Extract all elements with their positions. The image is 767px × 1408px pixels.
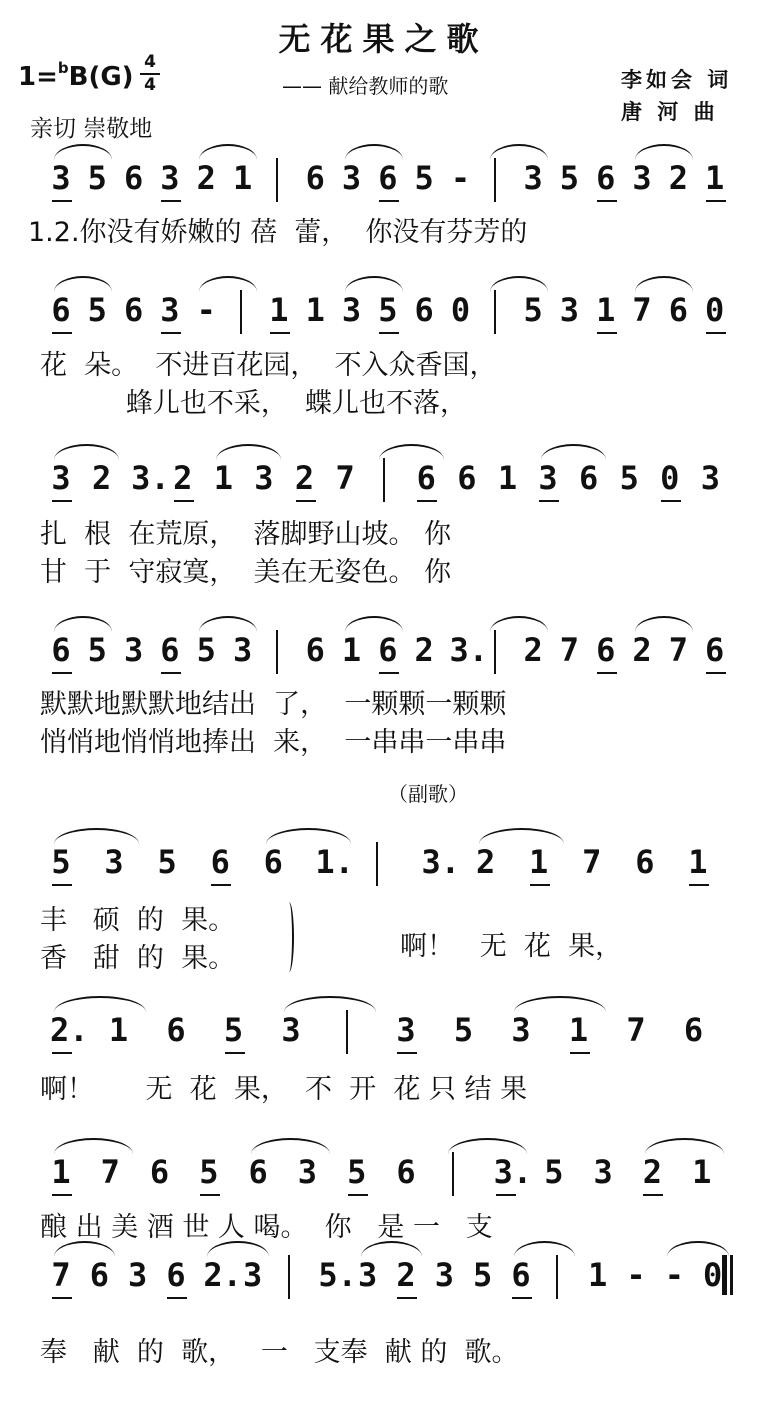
note: 2 xyxy=(196,159,216,197)
duration-underline xyxy=(52,200,72,202)
key-note: B(G) xyxy=(68,62,134,92)
note: 2 xyxy=(668,159,688,197)
note: 6 xyxy=(248,1153,268,1191)
duration-underline xyxy=(379,332,399,334)
slur xyxy=(635,144,693,160)
final-barline xyxy=(722,1255,727,1295)
note: 3 xyxy=(51,459,71,497)
note: 1 xyxy=(688,843,708,881)
barline xyxy=(556,1255,558,1299)
note: 6 xyxy=(596,631,616,669)
note: 7 xyxy=(626,1011,646,1049)
note: 2 xyxy=(173,459,193,497)
note: 2. xyxy=(50,1011,89,1049)
note: 3 xyxy=(593,1153,613,1191)
slur xyxy=(216,444,281,460)
duration-underline xyxy=(296,500,316,502)
note: 3 xyxy=(511,1011,531,1049)
duration-underline xyxy=(661,500,681,502)
barline xyxy=(494,290,496,334)
slur xyxy=(361,1241,422,1257)
notation-row xyxy=(40,158,750,202)
note: 1 xyxy=(568,1011,589,1049)
note: 3 xyxy=(632,159,652,197)
note: 7 xyxy=(632,291,652,329)
note: 6 xyxy=(396,1153,416,1191)
note: 5 xyxy=(378,291,398,329)
note: 5 xyxy=(223,1011,244,1049)
note: 5 xyxy=(51,843,71,881)
note: 2. xyxy=(203,1256,242,1294)
note: 6 xyxy=(123,159,144,197)
note: 6 xyxy=(166,1011,186,1049)
duration-underline xyxy=(225,1052,245,1054)
note: 3. xyxy=(131,459,170,497)
slur xyxy=(448,1138,527,1154)
note: 3 xyxy=(358,1256,378,1294)
note: 6 xyxy=(683,1011,704,1049)
note: 1 xyxy=(305,291,325,329)
note: 6 xyxy=(378,631,398,669)
note: 5 xyxy=(473,1256,493,1294)
slur xyxy=(345,276,403,292)
lyric-line: 甘 于 守寂寞， 美在无姿色。 你 xyxy=(40,557,452,588)
duration-underline xyxy=(52,332,72,334)
note: 6 xyxy=(149,1153,170,1191)
flat-sign: b xyxy=(57,59,69,77)
lyric-line: 悄悄地悄悄地捧出 来， 一串串一串串 xyxy=(40,727,507,758)
note: 3 xyxy=(104,843,124,881)
note: 5 xyxy=(157,843,177,881)
key-prefix: 1= xyxy=(18,62,58,92)
note: 5. xyxy=(318,1256,357,1294)
note: 7 xyxy=(335,459,355,497)
slur xyxy=(54,276,112,292)
note: 7 xyxy=(51,1256,71,1294)
duration-underline xyxy=(174,500,194,502)
slur xyxy=(541,444,606,460)
duration-underline xyxy=(161,672,181,674)
slur xyxy=(645,1138,724,1154)
lyric-line: 啊！ 无 花 果， 不 开 花 只 结 果 xyxy=(40,1074,528,1105)
slur xyxy=(54,996,146,1012)
note: 6 xyxy=(89,1256,109,1294)
duration-underline xyxy=(597,332,617,334)
note: 2 xyxy=(396,1256,416,1294)
note: 6 xyxy=(123,291,144,329)
duration-underline xyxy=(211,884,231,886)
slur xyxy=(345,616,403,632)
notation-row xyxy=(40,1010,750,1054)
note: 6 xyxy=(511,1256,531,1294)
lyric-line: 默默地默默地结出 了， 一颗颗一颗颗 xyxy=(40,689,507,720)
note: 6 xyxy=(635,843,655,881)
duration-underline xyxy=(52,1194,72,1196)
barline xyxy=(383,458,385,502)
note: 1 xyxy=(497,459,518,497)
note: 6 xyxy=(166,1256,186,1294)
subtitle: —— 献给教师的歌 xyxy=(282,74,449,98)
note: 7 xyxy=(100,1153,120,1191)
duration-underline xyxy=(417,500,437,502)
lyric-line: 蜂儿也不采， 蝶儿也不落， xyxy=(40,388,467,419)
slur xyxy=(54,1241,115,1257)
note: 1 xyxy=(705,159,725,197)
note: 3 xyxy=(281,1011,301,1049)
note: 3 xyxy=(128,1256,148,1294)
final-barline-thin xyxy=(730,1255,733,1295)
slur xyxy=(266,828,351,844)
note: 6 xyxy=(416,459,436,497)
duration-underline xyxy=(52,500,72,502)
duration-underline xyxy=(167,1297,187,1299)
slur xyxy=(345,144,403,160)
chorus-label: （副歌） xyxy=(388,782,468,806)
note: - xyxy=(450,159,471,197)
barline xyxy=(494,630,496,674)
duration-underline xyxy=(512,1297,532,1299)
note: 1 xyxy=(588,1256,608,1294)
note: 5 xyxy=(87,631,107,669)
note: 2 xyxy=(523,631,543,669)
duration-underline xyxy=(530,884,550,886)
note: 3 xyxy=(523,159,543,197)
note: 1 xyxy=(213,459,233,497)
note: 5 xyxy=(544,1153,564,1191)
duration-underline xyxy=(348,1194,368,1196)
note: 0 xyxy=(450,291,471,329)
note: 3 xyxy=(243,1256,263,1294)
note: 2 xyxy=(294,459,315,497)
note: 1. xyxy=(315,843,354,881)
duration-underline xyxy=(200,1194,220,1196)
slur xyxy=(490,276,548,292)
notation-row xyxy=(40,842,750,886)
note: 2 xyxy=(414,631,434,669)
note: 6 xyxy=(210,843,230,881)
note: 1 xyxy=(51,1153,71,1191)
duration-underline xyxy=(597,672,617,674)
note: 2 xyxy=(632,631,652,669)
note: 3 xyxy=(160,159,180,197)
slur xyxy=(54,444,119,460)
note: - xyxy=(664,1256,684,1294)
slur xyxy=(54,1138,133,1154)
note: - xyxy=(196,291,216,329)
notation-row xyxy=(40,458,750,502)
note: 1 xyxy=(692,1153,712,1191)
time-signature xyxy=(140,54,160,94)
lyricist-credit: 李如会 词 xyxy=(621,67,733,92)
slur xyxy=(54,828,139,844)
note: 6 xyxy=(305,631,325,669)
barline xyxy=(452,1152,454,1196)
slur xyxy=(635,616,693,632)
note: 1 xyxy=(269,291,289,329)
note: 6 xyxy=(414,291,434,329)
note: 7 xyxy=(668,631,688,669)
note: 3. xyxy=(421,843,461,881)
note: 2 xyxy=(642,1153,663,1191)
barline xyxy=(346,1010,348,1054)
note: 1 xyxy=(529,843,549,881)
note: 7 xyxy=(582,843,602,881)
note: 2 xyxy=(475,843,496,881)
duration-underline xyxy=(397,1052,417,1054)
duration-underline xyxy=(706,332,726,334)
key-signature xyxy=(18,59,134,92)
note: 3 xyxy=(341,159,362,197)
note: 3. xyxy=(493,1153,533,1191)
barline xyxy=(276,158,278,202)
lyric-line: 啊！ 无 花 果， xyxy=(400,931,623,962)
note: 6 xyxy=(579,459,599,497)
note: 1 xyxy=(341,631,362,669)
duration-underline xyxy=(597,200,617,202)
note: 5 xyxy=(619,459,639,497)
note: 6 xyxy=(160,631,180,669)
note: 3 xyxy=(434,1256,454,1294)
duration-underline xyxy=(379,200,399,202)
note: 3 xyxy=(160,291,180,329)
note: 3 xyxy=(254,459,274,497)
note: 0 xyxy=(660,459,680,497)
note: 7 xyxy=(559,631,580,669)
duration-underline xyxy=(496,1194,516,1196)
lyric-line: 扎 根 在荒原， 落脚野山坡。 你 xyxy=(40,519,452,550)
note: 3 xyxy=(123,631,144,669)
note: 6 xyxy=(705,631,725,669)
song-title: 无花果之歌 xyxy=(278,20,489,58)
notation-row xyxy=(40,630,750,674)
duration-underline xyxy=(52,1052,72,1054)
note: 3 xyxy=(341,291,362,329)
slur xyxy=(284,996,376,1012)
notation-row xyxy=(40,1152,750,1196)
duration-underline xyxy=(52,884,72,886)
note: 0 xyxy=(705,291,725,329)
duration-underline xyxy=(379,672,399,674)
slur xyxy=(514,996,606,1012)
barline xyxy=(288,1255,290,1299)
note: 3. xyxy=(449,631,488,669)
note: 5 xyxy=(523,291,543,329)
slur xyxy=(514,1241,575,1257)
lyric-brace xyxy=(284,902,294,972)
note: 0 xyxy=(703,1256,723,1294)
slur xyxy=(251,1138,330,1154)
note: 6 xyxy=(263,843,283,881)
notation-row xyxy=(40,290,750,334)
barline xyxy=(240,290,242,334)
composer-credit: 唐 河 曲 xyxy=(621,99,719,124)
note: 6 xyxy=(51,291,71,329)
barline xyxy=(376,842,378,886)
note: 5 xyxy=(87,291,107,329)
barline xyxy=(494,158,496,202)
lyric-line: 奉 献 的 歌， 一 支奉 献 的 歌。 xyxy=(40,1337,519,1368)
lyric-line: 酿 出 美 酒 世 人 喝。 你 是 一 支 xyxy=(40,1212,493,1243)
duration-underline xyxy=(706,200,726,202)
slur xyxy=(207,1241,268,1257)
note: 3 xyxy=(700,459,721,497)
lyric-line: 香 甜 的 果。 xyxy=(40,943,236,974)
duration-underline xyxy=(161,200,181,202)
note: 5 xyxy=(87,159,107,197)
slur xyxy=(54,144,112,160)
note: 2 xyxy=(91,459,112,497)
note: 3 xyxy=(396,1011,416,1049)
note: 3 xyxy=(297,1153,318,1191)
note: 5 xyxy=(199,1153,219,1191)
lyric-line: 1.2.你没有娇嫩的 蓓 蕾， 你没有芬芳的 xyxy=(28,217,528,248)
notation-row xyxy=(40,1255,750,1299)
note: 5 xyxy=(559,159,580,197)
note: 5 xyxy=(196,631,216,669)
slur xyxy=(479,828,564,844)
note: 5 xyxy=(414,159,434,197)
lyric-line: 丰 硕 的 果。 xyxy=(40,905,236,936)
slur xyxy=(635,276,693,292)
duration-underline xyxy=(706,672,726,674)
note: 6 xyxy=(305,159,325,197)
slur xyxy=(490,616,548,632)
duration-underline xyxy=(270,332,290,334)
slur xyxy=(199,276,257,292)
note: 3 xyxy=(51,159,71,197)
note: 6 xyxy=(596,159,616,197)
note: 6 xyxy=(457,459,477,497)
note: 6 xyxy=(51,631,71,669)
note: 5 xyxy=(453,1011,474,1049)
note: 1 xyxy=(232,159,253,197)
lyric-line: 花 朵。 不进百花园， 不入众香国， xyxy=(40,350,497,381)
note: 3 xyxy=(538,459,558,497)
note: - xyxy=(626,1256,646,1294)
slur xyxy=(490,144,548,160)
duration-underline xyxy=(539,500,559,502)
note: 6 xyxy=(378,159,398,197)
slur xyxy=(379,444,444,460)
note: 3 xyxy=(559,291,580,329)
slur xyxy=(667,1241,728,1257)
meter-top: 4 xyxy=(144,52,156,72)
meter-bottom: 4 xyxy=(144,75,156,95)
duration-underline xyxy=(52,1297,72,1299)
note: 1 xyxy=(596,291,616,329)
duration-underline xyxy=(643,1194,663,1196)
duration-underline xyxy=(689,884,709,886)
duration-underline xyxy=(161,332,181,334)
slur xyxy=(199,144,257,160)
barline xyxy=(276,630,278,674)
tempo-marking: 亲切 崇敬地 xyxy=(30,116,153,142)
slur xyxy=(54,616,112,632)
note: 3 xyxy=(232,631,253,669)
slur xyxy=(199,616,257,632)
note: 6 xyxy=(668,291,688,329)
duration-underline xyxy=(570,1052,590,1054)
note: 1 xyxy=(108,1011,129,1049)
duration-underline xyxy=(52,672,72,674)
duration-underline xyxy=(397,1297,417,1299)
note: 5 xyxy=(347,1153,367,1191)
